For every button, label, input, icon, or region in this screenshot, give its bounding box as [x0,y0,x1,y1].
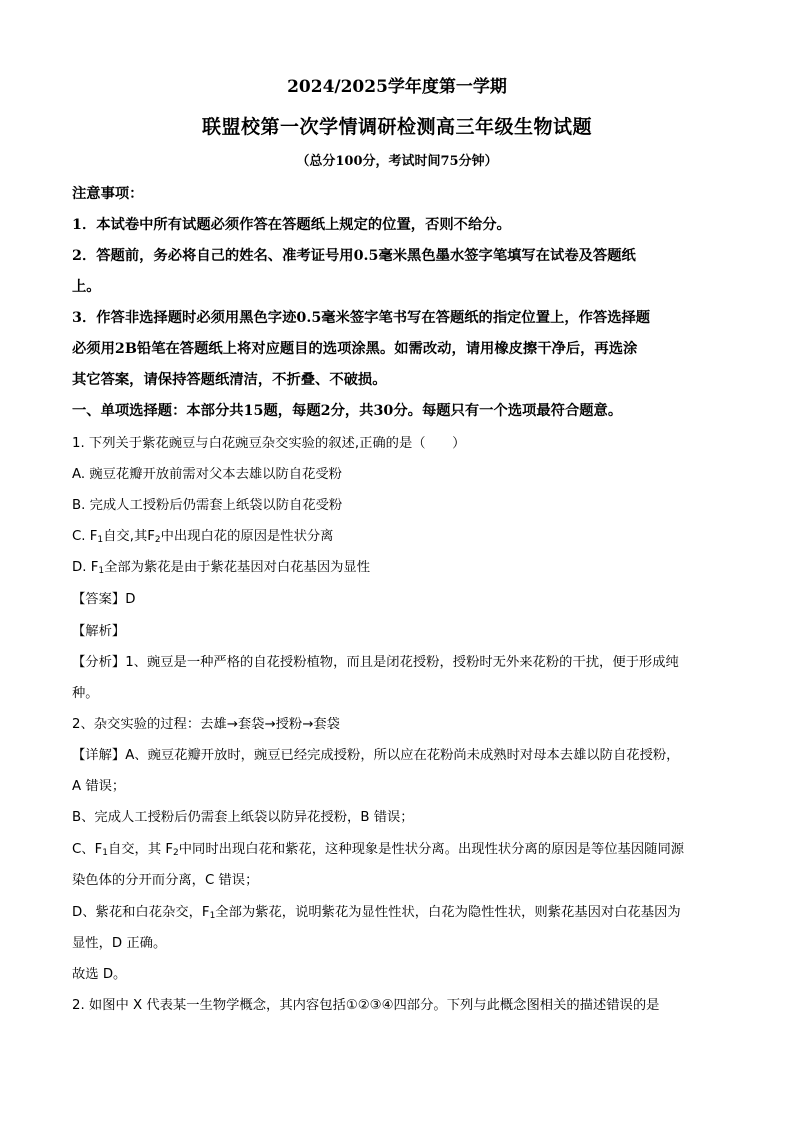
notice-item-1: 1．本试卷中所有试题必须作答在答题纸上规定的位置，否则不给分。 [72,217,511,233]
question-1-stem: 1. 下列关于紫花豌豆与白花豌豆杂交实验的叙述,正确的是（ ） [72,436,466,451]
notice-title: 注意事项： [72,186,144,202]
detail-a-line-2: A 错误； [72,779,126,794]
answer-line [72,588,722,607]
exam-duration-note: （总分100分，考试时间75分钟） [296,154,498,169]
detail-label: 【详解】 [72,748,126,763]
detail-d-line-1: D、紫花和白花杂交，$F_1$全部为紫花，说明紫花为显性性状，白花为隐性性状，则紫花基因对白花基因为 [72,905,681,920]
section-heading: 一、单项选择题：本部分共15题，每题2分，共30分。每题只有一个选项最符合题意。 [72,403,623,419]
exam-term-title: 2024/2025学年度第一学期 [287,77,507,97]
detail-d-line-2: 显性，D 正确。 [72,936,167,951]
answer-value: D [125,592,136,607]
detail-a-line-1: 【详解】A、豌豆花瓣开放时，豌豆已经完成授粉，所以应在花粉尚未成熟时对母本去雄以防自花授粉， [72,748,680,763]
fenxi-line-1: 【分析】1、豌豆是一种严格的自花授粉植物，而且是闭花授粉，授粉时无外来花粉的干扰，便于形成纯 [72,655,679,670]
question-2-stem: 2. 如图中 X 代表某一生物学概念，其内容包括①②③④四部分。下列与此概念图相关的描述错误的是 [72,998,660,1013]
fenxi-line-2: 种。 [72,686,99,701]
detail-c-line-2: 染色体的分开而分离，C 错误； [72,873,259,888]
fenxi-label: 【分析】 [72,655,126,670]
detail-b: B、完成人工授粉后仍需套上纸袋以防异花授粉，B 错误； [72,810,414,825]
question-1-option-a: A. 豌豆花瓣开放前需对父本去雄以防自花受粉 [72,467,342,482]
question-1-option-b: B. 完成人工授粉后仍需套上纸袋以防自花受粉 [72,498,343,513]
exam-title: 联盟校第一次学情调研检测高三年级生物试题 [201,116,592,138]
fenxi-point-2: 2、杂交实验的过程：去雄→套袋→授粉→套袋 [72,717,340,732]
notice-item-3-line-3: 其它答案，请保持答题纸清洁，不折叠、不破损。 [72,372,387,388]
notice-item-3-line-2: 必须用2B铅笔在答题纸上将对应题目的选项涂黑。如需改动，请用橡皮擦干净后，再选涂 [72,341,638,357]
analysis-label: 【解析】 [72,624,126,639]
conclusion: 故选 D。 [72,967,127,982]
notice-item-2-line-1: 2．答题前，务必将自己的姓名、准考证号用0.5毫米黑色墨水签字笔填写在试卷及答题纸 [72,248,636,264]
detail-c-line-1: C、$F_1$自交，其 $F_2$中同时出现白花和紫花，这种现象是性状分离。出现性状分离的原因是等位基因随同源 [72,842,685,857]
question-1-option-d: D. $F_1$全部为紫花是由于紫花基因对白花基因为显性 [72,560,371,575]
notice-item-2-line-2: 上。 [72,279,101,295]
answer-label: 【答案】 [72,592,126,607]
question-1-option-c: C. $F_1$自交,其$F_2$中出现白花的原因是性状分离 [72,529,334,544]
notice-item-3-line-1: 3．作答非选择题时必须用黑色字迹0.5毫米签字笔书写在答题纸的指定位置上，作答选择题 [72,310,651,326]
